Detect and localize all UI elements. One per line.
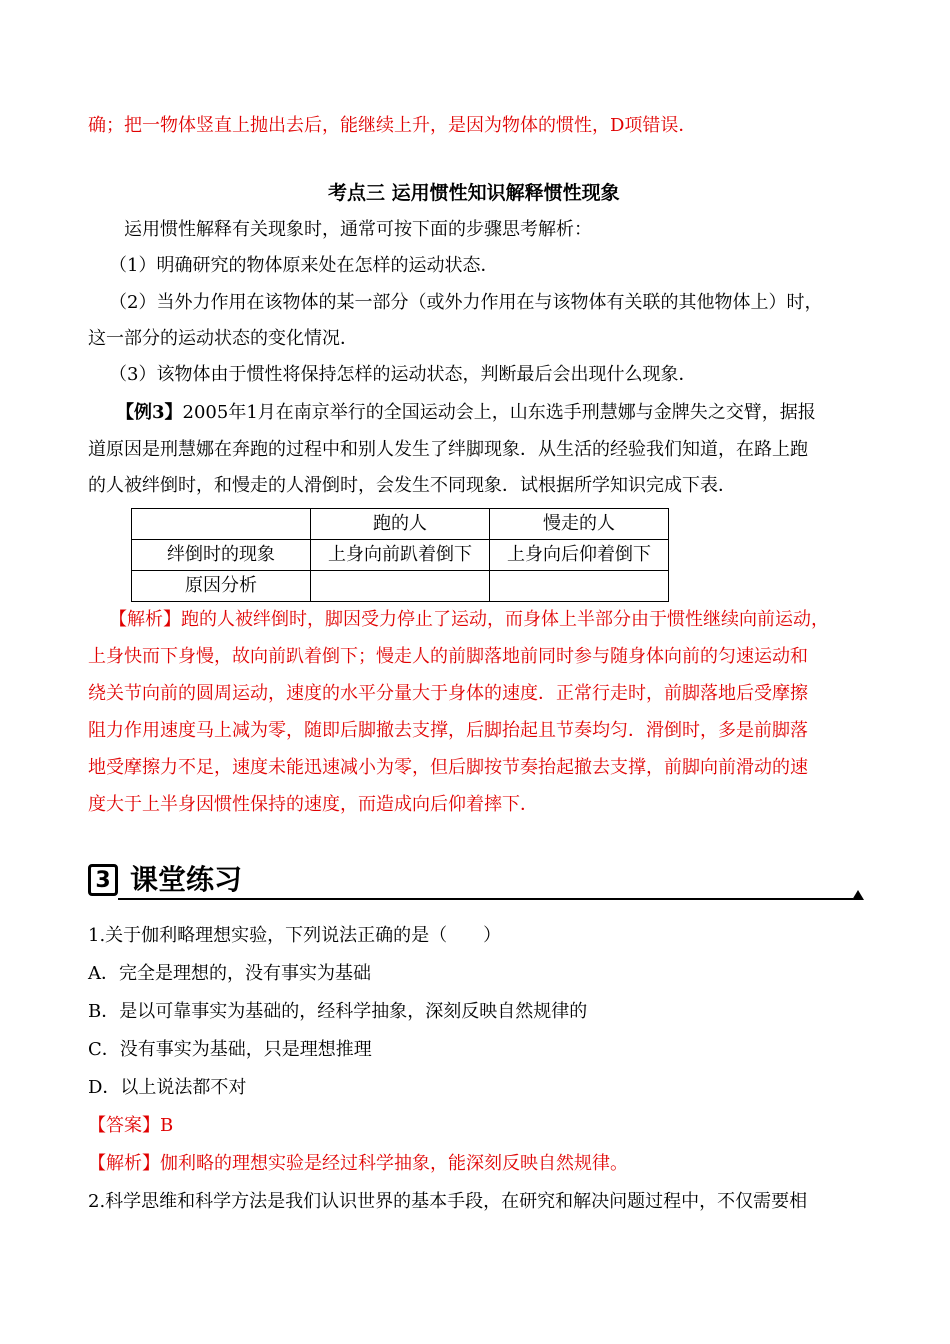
q1-analysis-text: 伽利略的理想实验是经过科学抽象，能深刻反映自然规律。 [160, 1153, 628, 1174]
table-cell: 跑的人 [311, 509, 490, 540]
table-cell [132, 509, 311, 540]
table-cell: 慢走的人 [490, 509, 669, 540]
option-a: A．完全是理想的，没有事实为基础 [88, 963, 371, 984]
example-line-3: 的人被绊倒时，和慢走的人滑倒时，会发生不同现象．试根据所学知识完成下表． [88, 475, 736, 496]
intro-text: 运用惯性解释有关现象时，通常可按下面的步骤思考解析： [124, 219, 592, 240]
option-d: D．以上说法都不对 [88, 1077, 247, 1098]
table-cell: 原因分析 [132, 571, 311, 602]
analysis-line: 绕关节向前的圆周运动，速度的水平分量大于身体的速度．正常行走时，前脚落地后受摩擦 [88, 683, 808, 704]
table-row [132, 571, 669, 602]
table-cell: 绊倒时的现象 [132, 540, 311, 571]
triangle-marker-icon [852, 890, 864, 900]
analysis-line: 度大于上半身因惯性保持的速度，而造成向后仰着摔下． [88, 794, 538, 815]
answer-value: B [160, 1115, 174, 1136]
analysis-label: 【解析】 [88, 1153, 160, 1174]
section-divider [118, 898, 853, 900]
answer-line [88, 1114, 173, 1138]
step-3: （3）该物体由于惯性将保持怎样的运动状态，判断最后会出现什么现象． [109, 364, 697, 385]
table-cell: 上身向后仰着倒下 [490, 540, 669, 571]
table-cell [311, 571, 490, 602]
analysis-line: 阻力作用速度马上减为零，随即后脚撤去支撑，后脚抬起且节奏均匀．滑倒时，多是前脚落 [88, 720, 808, 741]
step-1: （1）明确研究的物体原来处在怎样的运动状态． [109, 255, 499, 276]
table-cell [490, 571, 669, 602]
section-number-badge: 3 [88, 864, 118, 896]
q1-analysis-line [88, 1152, 628, 1176]
section-header [88, 860, 863, 902]
question-1-stem: 1.关于伽利略理想实验，下列说法正确的是（ ） [88, 925, 502, 946]
question-2-stem: 2.科学思维和科学方法是我们认识世界的基本手段，在研究和解决问题过程中，不仅需要相 [88, 1191, 808, 1212]
step-2-line-1: （2）当外力作用在该物体的某一部分（或外力作用在与该物体有关联的其他物体上）时， [109, 292, 823, 313]
table-cell: 上身向前趴着倒下 [311, 540, 490, 571]
analysis-line: 地受摩擦力不足，速度未能迅速减小为零，但后脚按节奏抬起撤去支撑，前脚向前滑动的速 [88, 757, 808, 778]
table-row [132, 540, 669, 571]
step-2-line-2: 这一部分的运动状态的变化情况． [88, 328, 358, 349]
option-c: C．没有事实为基础，只是理想推理 [88, 1039, 372, 1060]
section-title: 课堂练习 [130, 863, 243, 896]
example-line-2: 道原因是刑慧娜在奔跑的过程中和别人发生了绊脚现象．从生活的经验我们知道，在路上跑 [88, 439, 808, 460]
continuation-text: 确；把一物体竖直上抛出去后，能继续上升，是因为物体的惯性，D项错误． [88, 115, 697, 136]
example-line-1 [116, 401, 816, 425]
analysis-line: 【解析】跑的人被绊倒时，脚因受力停止了运动，而身体上半部分由于惯性继续向前运动， [109, 609, 829, 630]
comparison-table [131, 508, 669, 602]
answer-label: 【答案】 [88, 1115, 160, 1136]
table-header-row [132, 509, 669, 540]
section-heading: 考点三 运用惯性知识解释惯性现象 [328, 182, 620, 204]
analysis-label: 【解析】 [109, 609, 181, 630]
analysis-line: 上身快而下身慢，故向前趴着倒下；慢走人的前脚落地前同时参与随身体向前的匀速运动和 [88, 646, 808, 667]
example-label: 【例3】 [116, 402, 183, 423]
example-text-1: 2005年1月在南京举行的全国运动会上，山东选手刑慧娜与金牌失之交臂，据报 [182, 402, 816, 423]
option-b: B．是以可靠事实为基础的，经科学抽象，深刻反映自然规律的 [88, 1001, 588, 1022]
